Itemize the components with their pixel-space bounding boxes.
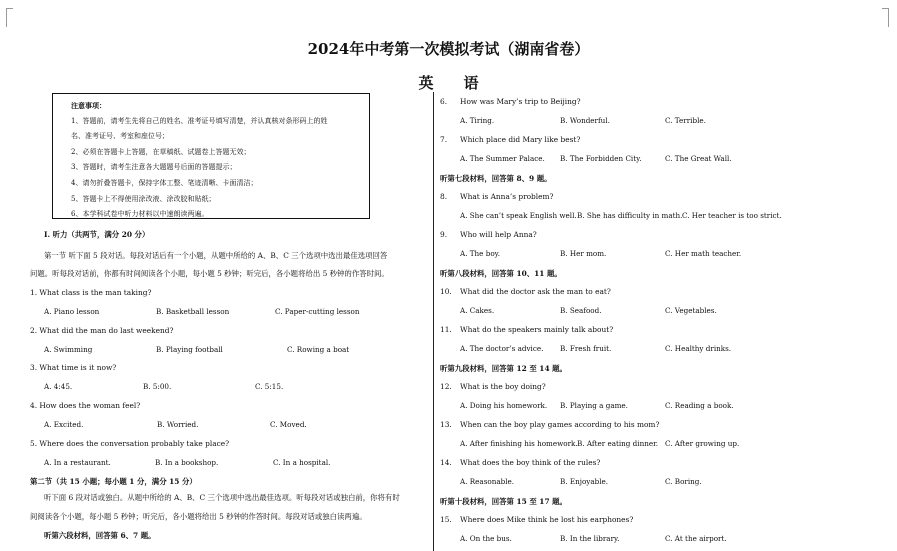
option-c: C. Vegetables. bbox=[665, 306, 717, 315]
section2-intro: 间阅读各个小题，每小题 5 秒钟；听完后，各小题将给出 5 秒钟的作答时间。每段对话或独白读两遍。 bbox=[30, 512, 367, 521]
option-c: C. Healthy drinks. bbox=[665, 344, 732, 353]
exam-title: 2024年中考第一次模拟考试（湖南省卷） bbox=[307, 40, 590, 58]
question-number: 7. bbox=[440, 135, 448, 144]
question-text: Where does Mike think he lost his earphones? bbox=[460, 515, 634, 524]
material-heading: 听第六段材料，回答第 6、7 题。 bbox=[44, 531, 156, 540]
option-a: A. On the bus. bbox=[460, 534, 512, 543]
question-number: 13. bbox=[440, 420, 452, 429]
option-3b: B. 5:00. bbox=[143, 382, 172, 391]
option-c: C. Terrible. bbox=[665, 116, 706, 125]
question-text: What do the speakers mainly talk about? bbox=[460, 325, 614, 334]
question-text: Who will help Anna? bbox=[460, 230, 537, 239]
option-a: A. The Summer Palace. bbox=[460, 154, 545, 163]
option-b: B. Seafood. bbox=[560, 306, 602, 315]
question-text: How was Mary’s trip to Beijing? bbox=[460, 97, 581, 106]
notice-line: 5、答题卡上不得使用涂改液、涂改胶和贴纸； bbox=[71, 194, 216, 203]
question-number: 10. bbox=[440, 287, 452, 296]
question-number: 12. bbox=[440, 382, 452, 391]
option-a: A. After finishing his homework. bbox=[460, 439, 578, 448]
subject-title: 英语 bbox=[418, 74, 509, 92]
section2-intro: 听下面 6 段对话或独白。从题中所给的 A、B、C 三个选项中选出最佳选项。听每段对话或独白前，你将有时 bbox=[44, 493, 400, 502]
option-2a: A. Swimming bbox=[44, 345, 93, 354]
option-b: B. Her mom. bbox=[560, 249, 607, 258]
question-number: 11. bbox=[440, 325, 452, 334]
notice-title: 注意事项： bbox=[71, 101, 106, 110]
question-text: When can the boy play games according to his mom? bbox=[460, 420, 660, 429]
crop-mark-right bbox=[882, 8, 889, 27]
option-b: B. Wonderful. bbox=[560, 116, 610, 125]
option-c: C. The Great Wall. bbox=[665, 154, 732, 163]
option-3c: C. 5:15. bbox=[255, 382, 284, 391]
option-c: C. At the airport. bbox=[665, 534, 727, 543]
question-number: 15. bbox=[440, 515, 452, 524]
option-b: B. Enjoyable. bbox=[560, 477, 609, 486]
notice-line: 1、答题前，请考生先将自己的姓名、准考证号填写清楚，并认真核对条形码上的姓 bbox=[71, 116, 328, 125]
option-1a: A. Piano lesson bbox=[44, 307, 100, 316]
option-a: A. She can’t speak English well. bbox=[460, 211, 577, 220]
option-b: B. After eating dinner. bbox=[577, 439, 659, 448]
notice-line: 6、本学科试卷中听力材料以中速朗读两遍。 bbox=[71, 210, 209, 219]
option-a: A. The boy. bbox=[460, 249, 501, 258]
question-text: What is Anna’s problem? bbox=[460, 192, 554, 201]
option-c: C. Reading a book. bbox=[665, 401, 734, 410]
question-number: 6. bbox=[440, 97, 448, 106]
question-number: 8. bbox=[440, 192, 448, 201]
section2-heading: 第二节（共 15 小题；每小题 1 分，满分 15 分） bbox=[30, 477, 197, 486]
option-5a: A. In a restaurant. bbox=[44, 458, 111, 467]
question-4: 4. How does the woman feel? bbox=[30, 401, 141, 410]
option-1b: B. Basketball lesson bbox=[156, 307, 230, 316]
option-2b: B. Playing football bbox=[156, 345, 223, 354]
option-a: A. Reasonable. bbox=[460, 477, 515, 486]
question-text: What is the boy doing? bbox=[460, 382, 546, 391]
question-text: What did the doctor ask the man to eat? bbox=[460, 287, 611, 296]
option-3a: A. 4:45. bbox=[44, 382, 73, 391]
option-c: C. After growing up. bbox=[665, 439, 740, 448]
option-c: C. Her teacher is too strict. bbox=[682, 211, 782, 220]
crop-mark-left bbox=[6, 8, 13, 27]
question-5: 5. Where does the conversation probably take place? bbox=[30, 439, 230, 448]
question-text: What does the boy think of the rules? bbox=[460, 458, 601, 467]
option-4a: A. Excited. bbox=[44, 420, 84, 429]
question-2: 2. What did the man do last weekend? bbox=[30, 326, 174, 335]
option-1c: C. Paper-cutting lesson bbox=[275, 307, 360, 316]
option-b: B. Fresh fruit. bbox=[560, 344, 612, 353]
question-3: 3. What time is it now? bbox=[30, 363, 117, 372]
material-heading: 听第十段材料，回答第 15 至 17 题。 bbox=[440, 497, 567, 506]
option-b: B. She has difficulty in math. bbox=[577, 211, 683, 220]
question-1: 1. What class is the man taking? bbox=[30, 288, 152, 297]
option-b: B. The Forbidden City. bbox=[560, 154, 642, 163]
section1-intro: 问题。听每段对话前，你都有时间阅读各个小题，每小题 5 秒钟；听完后，各小题将给出 5 秒钟的作答时间。 bbox=[30, 269, 389, 278]
option-b: B. In the library. bbox=[560, 534, 620, 543]
option-a: A. The doctor’s advice. bbox=[460, 344, 544, 353]
option-4c: C. Moved. bbox=[270, 420, 307, 429]
question-number: 14. bbox=[440, 458, 452, 467]
notice-box bbox=[52, 93, 370, 219]
section1-intro: 第一节 听下面 5 段对话。每段对话后有一个小题，从题中所给的 A、B、C 三个选项中选出最佳选项回答 bbox=[44, 251, 388, 260]
material-heading: 听第八段材料，回答第 10、11 题。 bbox=[440, 269, 562, 278]
option-b: B. Playing a game. bbox=[560, 401, 628, 410]
option-5b: B. In a bookshop. bbox=[155, 458, 219, 467]
option-4b: B. Worried. bbox=[157, 420, 199, 429]
option-2c: C. Rowing a boat bbox=[287, 345, 350, 354]
option-a: A. Tiring. bbox=[460, 116, 495, 125]
option-a: A. Doing his homework. bbox=[460, 401, 548, 410]
column-divider bbox=[433, 92, 434, 551]
notice-line: 2、必须在答题卡上答题，在草稿纸、试题卷上答题无效； bbox=[71, 147, 251, 156]
option-a: A. Cakes. bbox=[460, 306, 495, 315]
material-heading: 听第九段材料，回答第 12 至 14 题。 bbox=[440, 364, 567, 373]
notice-line: 3、答题时，请考生注意各大题题号后面的答题提示； bbox=[71, 163, 237, 172]
option-c: C. Her math teacher. bbox=[665, 249, 742, 258]
material-heading: 听第七段材料，回答第 8、9 题。 bbox=[440, 174, 552, 183]
question-number: 9. bbox=[440, 230, 448, 239]
notice-line: 4、请勿折叠答题卡，保持字体工整、笔迹清晰、卡面清洁； bbox=[71, 178, 258, 187]
option-5c: C. In a hospital. bbox=[273, 458, 331, 467]
notice-line: 名、准考证号、考室和座位号； bbox=[71, 132, 169, 141]
part1-heading: Ⅰ. 听力（共两节，满分 20 分） bbox=[44, 230, 150, 239]
option-c: C. Boring. bbox=[665, 477, 702, 486]
question-text: Which place did Mary like best? bbox=[460, 135, 581, 144]
